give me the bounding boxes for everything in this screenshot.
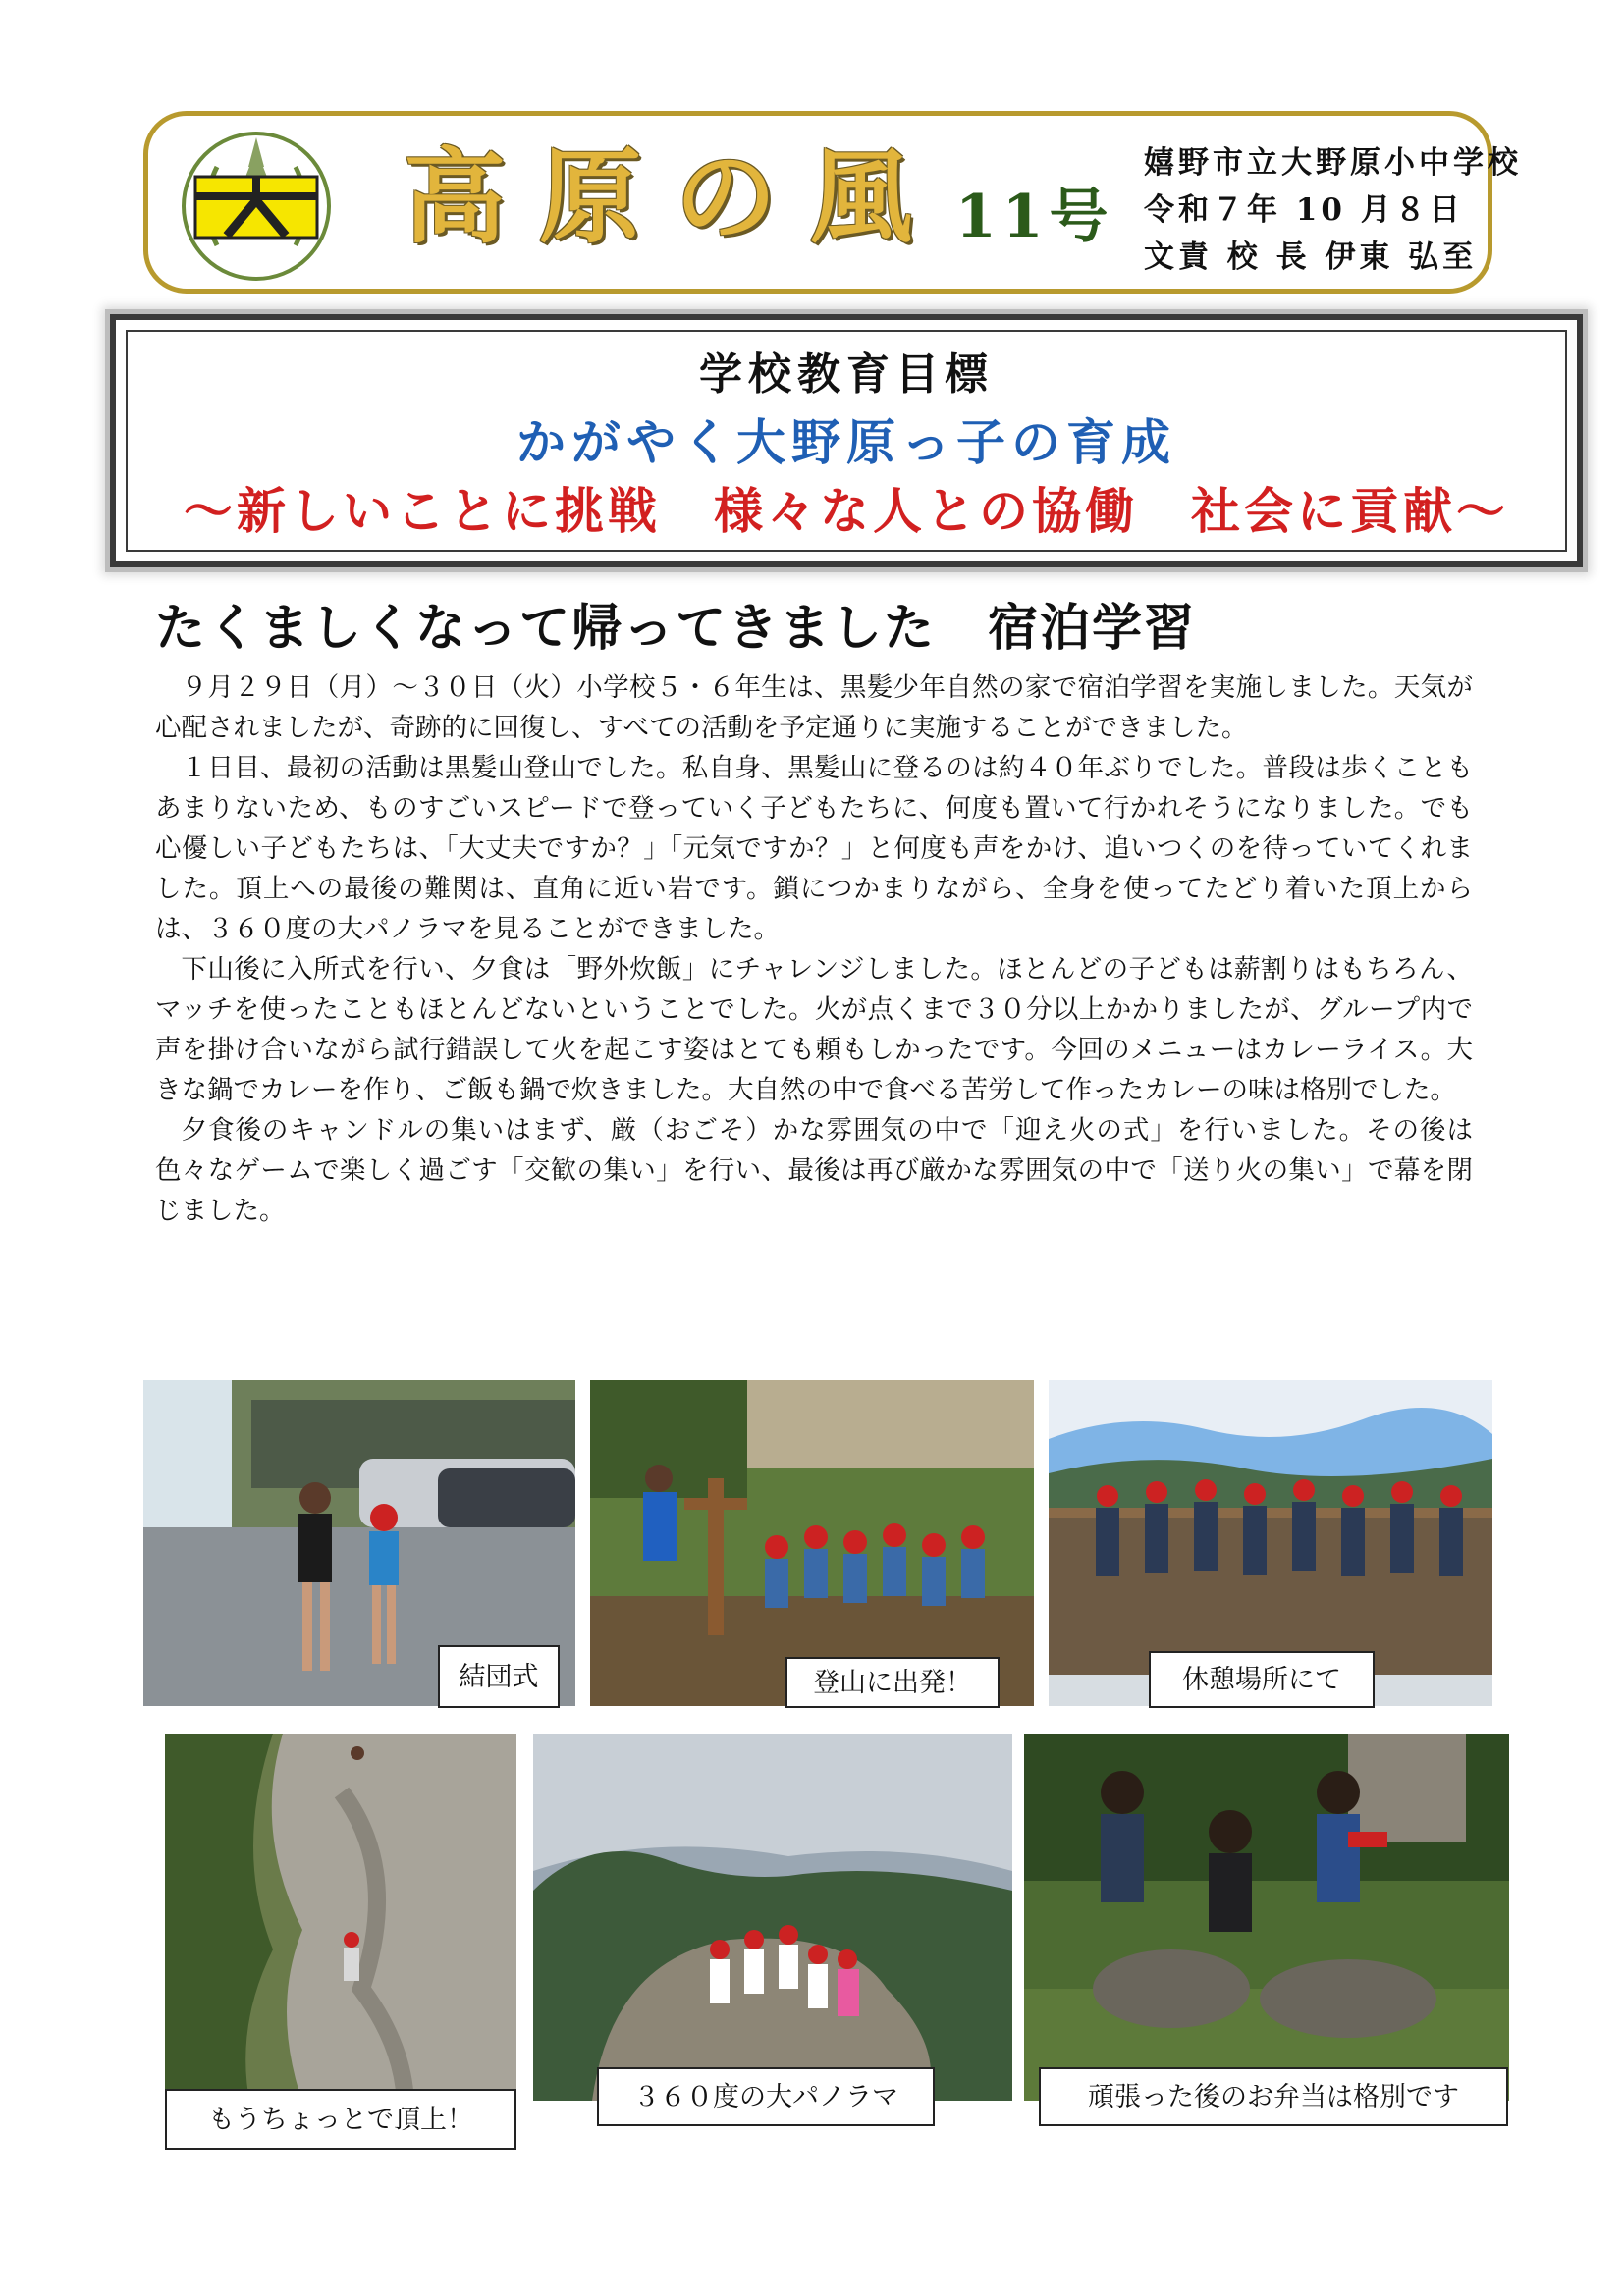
photo-lunch-box bbox=[1024, 1734, 1509, 2101]
school-emblem-icon bbox=[178, 128, 335, 285]
article-paragraph: １日目、最初の活動は黒髪山登山でした。私自身、黒髪山に登るのは約４０年ぶりでした。普段は歩くこともあまりないため、ものすごいスピードで登っていく子どもたちに、何度も置いて行かれそうになりました。でも心優しい子どもたちは、「大丈夫ですか？」「元気ですか？」と何度も声をかけ、追いつくのを待っていてくれました。頂上への最後の難関は、直角に近い岩です。鎖につかまりながら、全身を使ってたどり着いた頂上からは、３６０度の大パノラマを見ることができました。 bbox=[155, 753, 1473, 944]
masthead-title: 高原の風 bbox=[404, 136, 947, 257]
newsletter-header bbox=[143, 111, 1522, 294]
article-body bbox=[155, 667, 1473, 1231]
article-paragraph: 夕食後のキャンドルの集いはまず、厳（おごそ）かな雰囲気の中で「迎え火の式」を行いました。その後は色々なゲームで楽しく過ごす「交歓の集い」を行い、最後は再び厳かな雰囲気の中で「送り火の集い」で幕を閉じました。 bbox=[155, 1115, 1473, 1226]
article-paragraph: 下山後に入所式を行い、夕食は「野外炊飯」にチャレンジしました。ほとんどの子どもは薪割りはもちろん、マッチを使ったこともほとんどないということでした。火が点くまで３０分以上かかりましたが、グループ内で声を掛け合いながら試行錯誤して火を起こす姿はとても頼もしかったです。今回のメニューはカレーライス。大きな鍋でカレーを作り、ご飯も鍋で炊きました。大自然の中で食べる苦労して作ったカレーの味は格別でした。 bbox=[155, 954, 1473, 1105]
school-info bbox=[1144, 139, 1522, 281]
goal-main: かがやく大野原っ子の育成 bbox=[516, 413, 1176, 471]
photo-caption: 結団式 bbox=[438, 1645, 560, 1708]
photo-near-summit bbox=[165, 1734, 516, 2150]
photo-caption: ３６０度の大パノラマ bbox=[597, 2067, 935, 2126]
photo-caption: 休憩場所にて bbox=[1149, 1651, 1375, 1708]
responsible-person: 文責 校 長 伊東 弘至 bbox=[1144, 240, 1478, 275]
photo-panorama bbox=[533, 1734, 1012, 2101]
issue-date: 令和７年 10 月８日 bbox=[1144, 192, 1464, 228]
article-paragraph: ９月２９日（月）～３０日（火）小学校５・６年生は、黒髪少年自然の家で宿泊学習を実施しました。天気が心配されましたが、奇跡的に回復し、すべての活動を予定通りに実施することができました。 bbox=[155, 672, 1473, 743]
goal-title: 学校教育目標 bbox=[699, 349, 994, 400]
photo-caption: 頑張った後のお弁当は格別です bbox=[1039, 2067, 1508, 2126]
goal-sub: ～新しいことに挑戦 様々な人との協働 社会に貢献～ bbox=[184, 482, 1509, 540]
article-headline: たくましくなって帰ってきました 宿泊学習 bbox=[155, 600, 1197, 658]
issue-number: 11号 bbox=[955, 183, 1114, 251]
school-goal-box bbox=[110, 314, 1583, 567]
school-name: 嬉野市立大野原小中学校 bbox=[1144, 145, 1522, 181]
photo-caption: もうちょっとで頂上！ bbox=[165, 2089, 516, 2150]
photo-caption: 登山に出発！ bbox=[785, 1657, 1000, 1708]
